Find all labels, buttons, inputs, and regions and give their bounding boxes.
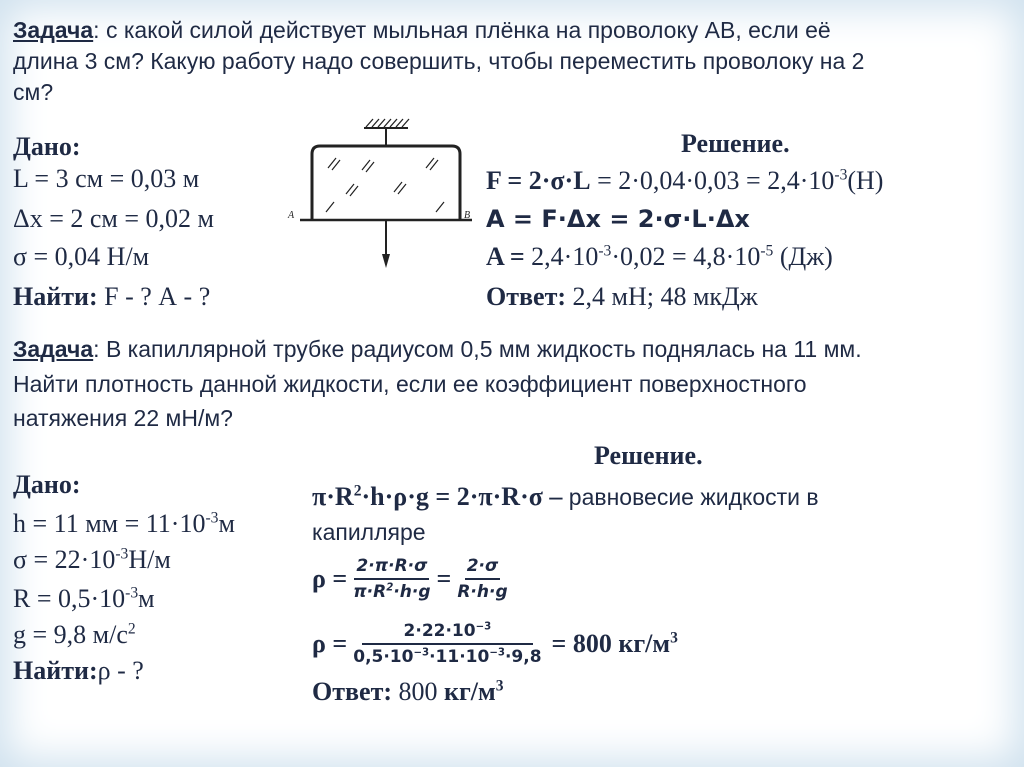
task2-line1	[13, 334, 862, 364]
task2-eq1-b: ·h·ρ·g = 2·π·R·σ –	[361, 482, 563, 511]
task2-frac3-den	[351, 645, 543, 668]
task2-g-exp: 2	[127, 620, 136, 638]
task2-line2: Найти плотность данной жидкости, если ее коэффициент поверхностного	[13, 371, 807, 397]
task1-eq3-a: 2,4·10	[531, 242, 599, 271]
task2-s-exp: -3	[115, 545, 129, 563]
task1-eq3-unit: (Дж)	[773, 242, 833, 271]
task2-answer	[312, 677, 504, 707]
task1-find-label: Найти:	[13, 282, 98, 311]
task2-line3: натяжения 22 мН/м?	[13, 405, 233, 431]
label-b: B	[464, 210, 471, 221]
task2-given-sigma	[13, 545, 171, 575]
task2-solution-title: Решение.	[594, 441, 703, 470]
task2-frac2-num: 2·σ	[465, 555, 501, 580]
task2-given-h	[13, 509, 235, 539]
task1-eq1	[486, 166, 883, 196]
task1-eq3-bold: A =	[486, 242, 532, 271]
task1-find	[13, 282, 210, 312]
task1-given-dx: Δx = 2 см = 0,02 м	[13, 204, 214, 233]
task2-given-g	[13, 620, 136, 650]
task2-frac1	[351, 555, 432, 603]
task2-frac3-den-a: 0,5·10	[353, 647, 414, 667]
task2-frac1-num: 2·π·R·σ	[354, 555, 429, 580]
task2-answer-unit: кг/м	[444, 677, 496, 706]
task2-eq2	[312, 548, 514, 610]
task2-frac2-den: R·h·g	[457, 582, 508, 602]
task2-text1: : В капиллярной трубке радиусом 0,5 мм жидкость поднялась на 11 мм.	[93, 336, 862, 362]
task1-solution-title: Решение.	[681, 129, 790, 158]
task2-label: Задача	[13, 336, 94, 362]
task2-g-a: g = 9,8 м/с	[13, 620, 128, 649]
task1-text1: : с какой силой действует мыльная плёнка на проволоку АВ, если её	[93, 17, 831, 43]
task2-given-r	[13, 584, 155, 614]
task2-h-a: h = 11 мм = 11·10	[13, 509, 206, 538]
task1-line2: длина 3 см? Какую работу надо совершить, чтобы переместить проволоку на 2	[13, 48, 865, 74]
task2-frac3	[351, 620, 543, 668]
task2-eq3	[312, 613, 678, 675]
task1-eq3	[486, 242, 833, 272]
task2-eq1-a: π·R	[312, 482, 354, 511]
task2-given-title: Дано:	[13, 470, 81, 499]
task1-eq3-b: ·0,02 = 4,8·10	[611, 242, 761, 271]
task1-line1	[13, 15, 831, 45]
task2-h-exp: -3	[205, 509, 219, 527]
task2-s-a: σ = 22·10	[13, 545, 116, 574]
task2-r-a: R = 0,5·10	[13, 584, 126, 613]
task2-frac3-den-c: ·9,8	[504, 647, 542, 667]
task2-find-label: Найти:	[13, 656, 98, 685]
task1-given-title: Дано:	[13, 132, 81, 161]
task2-frac3-num-a: 2·22·10	[403, 621, 476, 641]
task2-answer-exp: 3	[495, 677, 504, 695]
task2-result-exp: 3	[670, 629, 678, 647]
task1-eq2: A = F·Δx = 2·σ·L·Δx	[486, 205, 750, 233]
task1-eq1-unit: (Н)	[847, 166, 884, 195]
task1-find-value: F - ? А - ?	[97, 282, 211, 311]
task2-frac1-den-a: π·R	[353, 582, 387, 602]
task2-eq1-exp: 2	[353, 482, 362, 500]
task2-find-value: ρ - ?	[97, 656, 144, 685]
task2-eq3-result	[552, 629, 678, 659]
soap-film-diagram	[276, 108, 476, 274]
task2-eq2-equals: =	[436, 564, 452, 593]
task1-line3: см?	[13, 79, 54, 105]
task2-answer-value: 800	[392, 677, 445, 706]
task1-given-sigma: σ = 0,04 Н/м	[13, 242, 150, 271]
task2-result-a: = 800 кг/м	[551, 629, 671, 658]
task1-answer-value: 2,4 мН; 48 мкДж	[566, 282, 758, 311]
task2-eq1-text1: равновесие жидкости в	[562, 484, 819, 510]
task1-given-l: L = 3 см = 0,03 м	[13, 164, 200, 193]
task2-h-unit: м	[218, 509, 235, 538]
task2-frac3-num-exp: −3	[475, 621, 492, 633]
task2-frac3-den-exp2: −3	[489, 647, 505, 659]
task1-label: Задача	[13, 17, 94, 43]
task2-frac1-den-b: ·h·g	[393, 582, 431, 602]
task2-frac2	[455, 555, 509, 603]
task1-answer-label: Ответ:	[486, 282, 567, 311]
task1-eq3-exp2: -5	[760, 242, 774, 260]
task1-eq3-exp1: -3	[598, 242, 612, 260]
task1-eq1-rest: = 2·0,04·0,03 = 2,4·10	[590, 166, 835, 195]
task2-answer-label: Ответ:	[312, 677, 393, 706]
task1-eq1-bold: F = 2·σ·L	[486, 166, 591, 195]
task2-frac3-den-exp1: −3	[413, 647, 430, 659]
label-a: A	[288, 210, 295, 221]
task2-find	[13, 656, 144, 686]
task1-eq1-exp: -3	[834, 166, 848, 184]
task2-r-exp: -3	[125, 584, 139, 602]
task2-frac3-den-b: ·11·10	[429, 647, 490, 667]
task1-answer	[486, 282, 758, 312]
task2-frac1-den	[351, 580, 432, 603]
task2-r-unit: м	[138, 584, 155, 613]
task2-frac1-den-exp: 2	[386, 582, 394, 594]
task2-eq3-rho: ρ =	[312, 629, 348, 658]
task2-eq1-text2: капилляре	[312, 519, 426, 545]
task2-eq2-rho: ρ =	[312, 564, 348, 593]
task2-frac3-num	[362, 620, 534, 645]
task2-s-unit: Н/м	[128, 545, 171, 574]
task2-eq1	[312, 482, 819, 512]
